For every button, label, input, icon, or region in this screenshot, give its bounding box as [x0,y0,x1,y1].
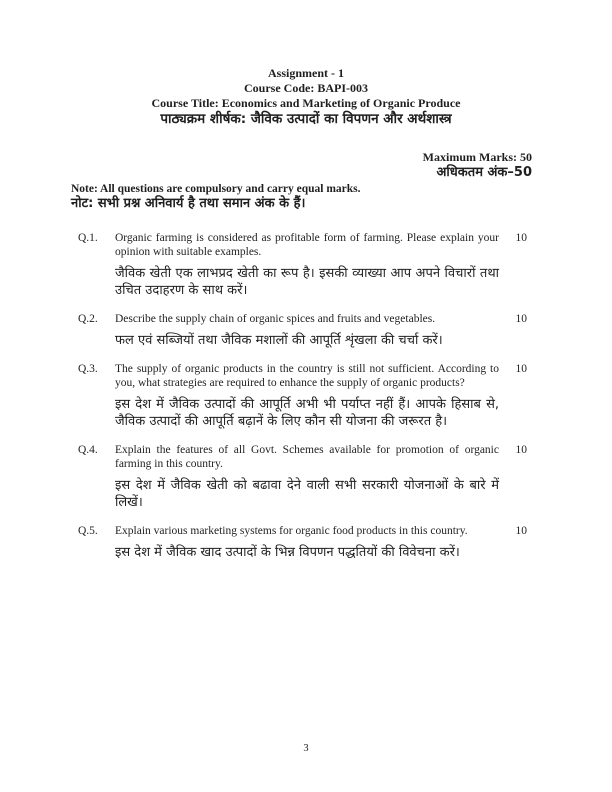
question-body [115,312,499,349]
course-title: Course Title: Economics and Marketing of Organic Produce [151,96,461,110]
question-text-english: The supply of organic products in the country is still not sufficient. According to you, what strategies are required to enhance the supply of organic products? [115,363,499,389]
maximum-marks-block [0,150,612,181]
questions-list [78,231,527,561]
question-body [115,231,499,299]
note-block [0,183,612,212]
question-number: Q.2. [78,313,98,325]
question-text-hindi: जैविक खेती एक लाभप्रद खेती का रूप है। इसकी व्याख्या आप अपने विचारों तथा उचित उदाहरण के साथ करें। [115,266,499,298]
question-body [115,362,499,430]
question-row-1 [78,231,527,299]
question-number: Q.5. [78,525,98,537]
question-text-hindi: फल एवं सब्जियों तथा जैविक मशालों की आपूर्ति शृंखला की चर्चा करें। [115,333,443,348]
question-text-english: Explain the features of all Govt. Schemes available for promotion of organic farming in this country. [115,444,499,470]
question-text-hindi: इस देश में जैविक खाद उत्पादों के भिन्न विपणन पद्धतियों की विवेचना करें। [115,545,460,560]
question-body [115,524,499,561]
question-row-2 [78,312,527,349]
question-body [115,443,499,511]
question-text-hindi: इस देश में जैविक खेती को बढावा देने वाली सभी सरकारी योजनाओं के बारे में लिखें। [115,478,499,510]
question-text-english: Organic farming is considered as profitable form of farming. Please explain your opinion with suitable examples. [115,232,499,258]
question-marks: 10 [515,525,527,537]
question-text-english: Describe the supply chain of organic spices and fruits and vegetables. [115,313,436,325]
note-english: Note: All questions are compulsory and carry equal marks. [71,183,361,195]
question-marks: 10 [515,444,527,456]
maximum-marks-english: Maximum Marks: 50 [422,150,532,164]
question-row-4 [78,443,527,511]
page-number: 3 [303,743,309,754]
question-text-hindi: इस देश में जैविक उत्पादों की आपूर्ति अभी भी पर्याप्त नहीं हैं। आपके हिसाब से, जैविक उत्पादों की आपूर्ति बढ़ानें के लिए कौन सी योजना की जरूरत है। [115,397,499,429]
document-header [0,0,612,128]
course-title-hindi: पाठ्यक्रम शीर्षक: जैविक उत्पादों का विपणन और अर्थशास्त्र [160,111,452,127]
maximum-marks-hindi: अधिकतम अंक–50 [436,165,532,180]
question-row-3 [78,362,527,430]
question-marks: 10 [515,313,527,325]
question-text-english: Explain various marketing systems for organic food products in this country. [115,525,468,537]
question-number: Q.4. [78,444,98,456]
note-hindi: नोट: सभी प्रश्न अनिवार्य है तथा समान अंक के हैं। [71,196,306,211]
question-row-5 [78,524,527,561]
question-marks: 10 [515,363,527,375]
question-number: Q.3. [78,363,98,375]
question-marks: 10 [515,232,527,244]
course-code: Course Code: BAPI-003 [244,81,368,95]
question-number: Q.1. [78,232,98,244]
assignment-title: Assignment - 1 [267,66,344,80]
